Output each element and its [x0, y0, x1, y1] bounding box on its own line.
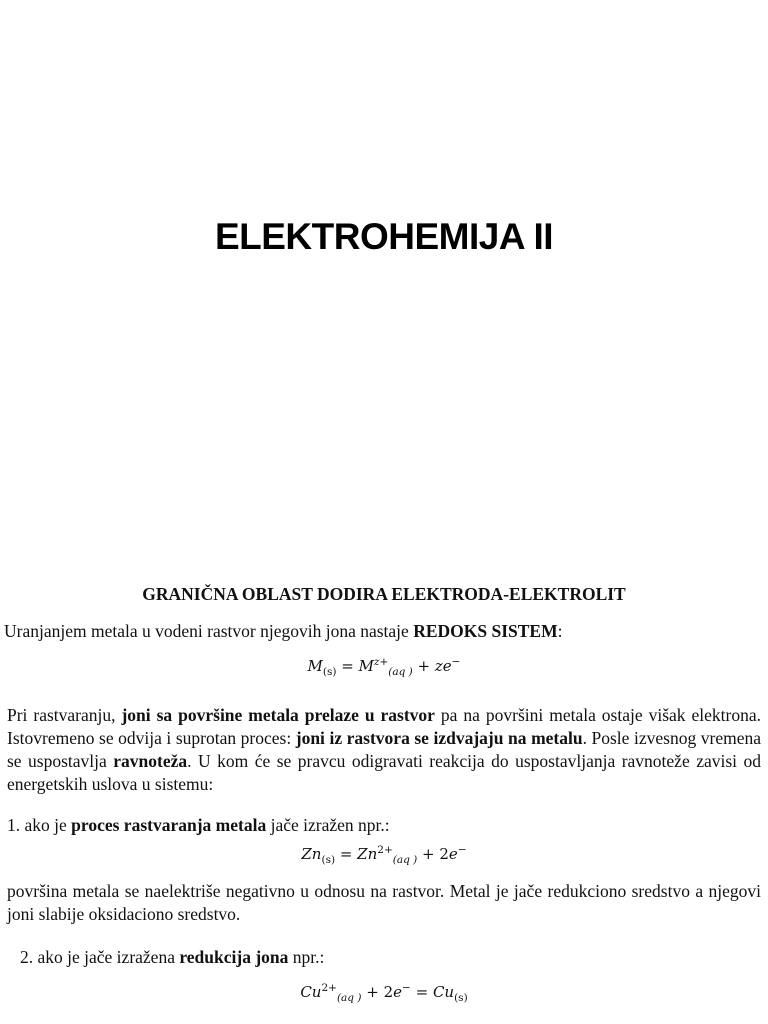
eq1-lhs-sub: (s): [322, 666, 337, 678]
item2-text-2: npr.:: [288, 947, 325, 967]
eq3-e-sup: −: [402, 982, 411, 994]
eq1-rest: + ze: [412, 657, 452, 675]
eq2-coef: 2: [439, 845, 449, 863]
eq2-lhs-sub: (s): [321, 854, 336, 866]
p1-text-3: . Posle izvesnog vremena se uspostavlja: [7, 728, 761, 771]
p1-bold-2: joni iz rastvora se izdvajaju na metalu: [295, 728, 583, 748]
section-heading: GRANIČNA OBLAST DODIRA ELEKTRODA-ELEKTROLIT: [142, 584, 626, 604]
eq2-e: e: [448, 845, 458, 863]
equation-redox: [0, 656, 768, 678]
eq2-ion-sub: (aq ): [392, 854, 418, 866]
item1-text-2: jače izražen npr.:: [266, 815, 390, 835]
eq1-ion: M: [358, 657, 374, 675]
item1-text-1: 1. ako je: [7, 815, 72, 835]
eq1-ion-sup: z+: [373, 656, 389, 668]
eq2-ion: Zn: [357, 845, 378, 863]
eq3-coef: 2: [383, 983, 394, 1001]
equation-zinc: [0, 844, 768, 866]
equation-copper: [0, 982, 768, 1004]
eq2-e-sup: −: [457, 844, 467, 856]
paragraph-negative-charge: površina metala se naelektriše negativno u odnosu na rastvor. Metal je jače redukciono sredstvo a njegovi joni slabije oksidaciono sredstvo.: [7, 881, 761, 924]
eq3-ion: Cu: [300, 983, 322, 1001]
p1-bold-1: joni sa površine metala prelaze u rastvor: [121, 705, 435, 725]
eq2-plus: +: [417, 845, 440, 863]
p1-bold-3: ravnoteža: [113, 751, 188, 771]
p1-text-1: Pri rastvaranju,: [7, 705, 122, 725]
eq3-e: e: [393, 983, 403, 1001]
paragraph-dissolution: [7, 704, 761, 796]
intro-paragraph: [4, 620, 758, 643]
eq1-ion-sub: (aq ): [388, 666, 413, 678]
eq2-equals: =: [335, 845, 358, 863]
eq3-ion-sub: (aq ): [336, 992, 362, 1004]
p1-text-2: pa na površini metala ostaje višak elektrona. Istovremeno se odvija i suprotan proces:: [7, 705, 761, 748]
p1-text-4: . U kom će se pravcu odigravati reakcija do uspostavljanja ravnoteže zavisi od energetskih uslova u sistemu:: [7, 751, 761, 794]
slide-title: ELEKTROHEMIJA II: [214, 216, 554, 257]
eq3-rhs-sub: (s): [454, 992, 468, 1004]
intro-text: Uranjanjem metala u vodeni rastvor njegovih jona nastaje: [4, 621, 414, 641]
intro-colon: :: [557, 621, 563, 641]
eq3-ion-sup: 2+: [321, 982, 337, 994]
intro-bold: REDOKS SISTEM: [413, 621, 558, 641]
eq2-lhs: Zn: [301, 845, 322, 863]
eq2-ion-sup: 2+: [377, 844, 393, 856]
eq3-plus: +: [361, 983, 384, 1001]
list-item-2: [20, 946, 768, 969]
list-item-1: [7, 814, 761, 837]
eq1-lhs: M: [307, 657, 323, 675]
eq3-equals: =: [410, 983, 433, 1001]
eq3-rhs: Cu: [432, 983, 455, 1001]
item1-bold: proces rastvaranja metala: [71, 815, 267, 835]
item2-bold: redukcija jona: [179, 947, 289, 967]
item2-text-1: 2. ako je jače izražena: [20, 947, 180, 967]
eq1-equals: =: [336, 657, 359, 675]
eq1-e-sup: −: [451, 656, 461, 668]
